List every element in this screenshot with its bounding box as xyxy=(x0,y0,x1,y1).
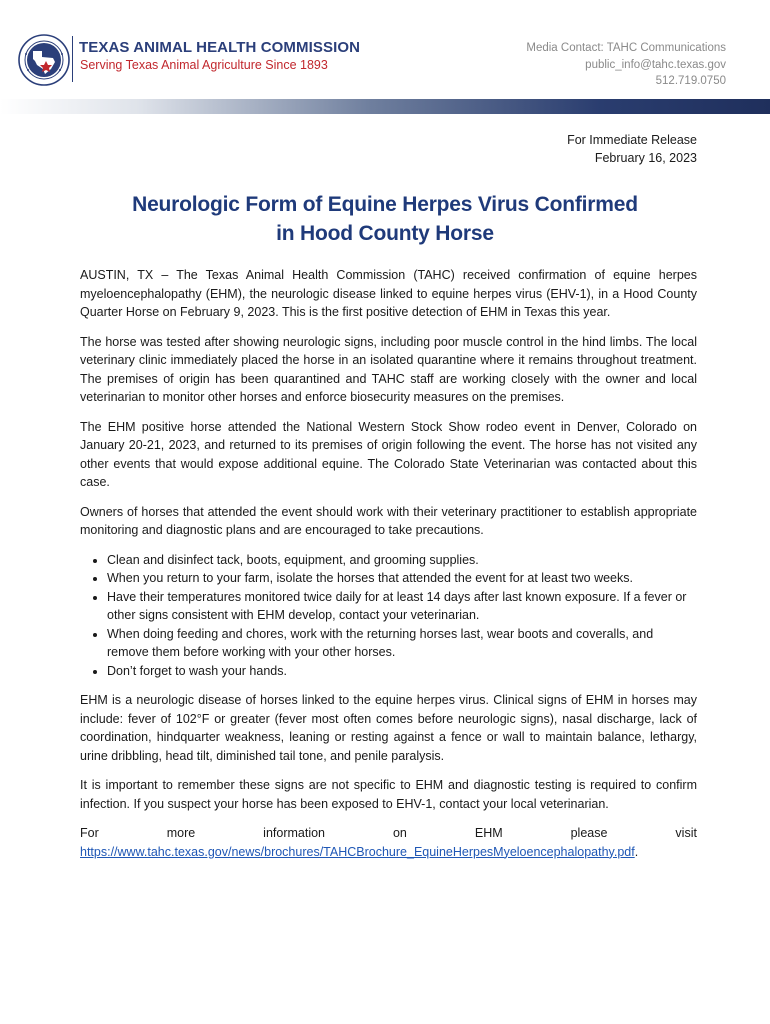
paragraph-intro: AUSTIN, TX – The Texas Animal Health Commission (TAHC) received confirmation of equine herpes myeloencephalopathy (EHM), the neurologic disease linked to equine herpes virus (EHV-1), in a Hood County Quarter Horse on February 9, 2023. This is the first positive detection of EHM in Texas this year. xyxy=(80,268,697,319)
ehm-brochure-link[interactable]: https://www.tahc.texas.gov/news/brochures/TAHCBrochure_EquineHerpesMyeloencephalopathy.pdf xyxy=(80,844,635,859)
paragraph-event: The EHM positive horse attended the National Western Stock Show rodeo event in Denver, Colorado on January 20-21, 2023, and returned to its premises of origin following the event. The horse has not visited any other events that would expose additional equine. The Colorado State Veterinarian was contacted about this case. xyxy=(80,419,697,489)
title-line-1: Neurologic Form of Equine Herpes Virus Confirmed xyxy=(132,193,638,216)
contact-email[interactable]: public_info@tahc.texas.gov xyxy=(585,58,726,71)
release-label: For Immediate Release xyxy=(567,133,697,147)
more-info-word: information xyxy=(263,826,326,840)
more-info-word: visit xyxy=(675,826,697,840)
organization-tagline: Serving Texas Animal Agriculture Since 1893 xyxy=(80,58,328,72)
list-item: • Don’t forget to wash your hands. xyxy=(107,662,697,681)
contact-phone: 512.719.0750 xyxy=(655,75,726,87)
press-release-title xyxy=(0,190,770,248)
paragraph-clinical-signs: EHM is a neurologic disease of horses linked to the equine herpes virus. Clinical signs of EHM in horses may include: fever of 102°F or greater (fever most often comes before neurologic signs), nasal discharge, lack of coordination, hindquarter weakness, leaning or resting against a fence or wall to maintain balance, lethargy, urine dribbling, head tilt, diminished tail tone, and penile paralysis. xyxy=(80,693,697,763)
organization-name: TEXAS ANIMAL HEALTH COMMISSION xyxy=(79,39,361,56)
more-info-word: on xyxy=(392,826,407,840)
list-item: • Clean and disinfect tack, boots, equipment, and grooming supplies. xyxy=(107,551,697,570)
tahc-seal-icon xyxy=(18,34,70,86)
paragraph-owners: Owners of horses that attended the event should work with their veterinary practitioner to establish appropriate monitoring and diagnostic plans and are encouraged to take precautions. xyxy=(80,504,697,537)
title-line-2: in Hood County Horse xyxy=(276,222,494,245)
more-info-word: EHM xyxy=(474,826,503,840)
more-info-line xyxy=(80,824,697,843)
release-date: February 16, 2023 xyxy=(594,151,697,165)
more-information xyxy=(80,824,697,861)
release-info xyxy=(567,131,697,167)
press-release-body xyxy=(80,266,697,861)
more-info-word: For xyxy=(80,826,99,840)
contact-label: Media Contact: TAHC Communications xyxy=(526,42,726,54)
header-gradient-band xyxy=(0,99,770,114)
list-item: • When you return to your farm, isolate the horses that attended the event for at least two weeks. xyxy=(107,569,697,588)
letterhead xyxy=(0,0,770,112)
paragraph-testing: The horse was tested after showing neurologic signs, including poor muscle control in the hind limbs. The local veterinary clinic immediately placed the horse in an isolated quarantine where it remains throughout treatment. The premises of origin has been quarantined and TAHC staff are working closely with the owner and local veterinarian to monitor other horses and enforce biosecurity measures on the premises. xyxy=(80,334,697,404)
precautions-list xyxy=(80,551,697,681)
more-info-word: please xyxy=(570,826,608,840)
media-contact xyxy=(526,40,726,90)
sentence-period: . xyxy=(634,844,639,859)
more-info-word: more xyxy=(166,826,196,840)
list-item: • When doing feeding and chores, work with the returning horses last, wear boots and coveralls, and remove them before working with your other horses. xyxy=(107,625,697,662)
list-item: • Have their temperatures monitored twice daily for at least 14 days after last known exposure. If a fever or other signs consistent with EHM develop, contact your veterinarian. xyxy=(107,588,697,625)
paragraph-diagnostics: It is important to remember these signs are not specific to EHM and diagnostic testing is required to confirm infection. If you suspect your horse has been exposed to EHV-1, contact your local veterinarian. xyxy=(80,778,697,811)
header-divider xyxy=(72,36,73,82)
